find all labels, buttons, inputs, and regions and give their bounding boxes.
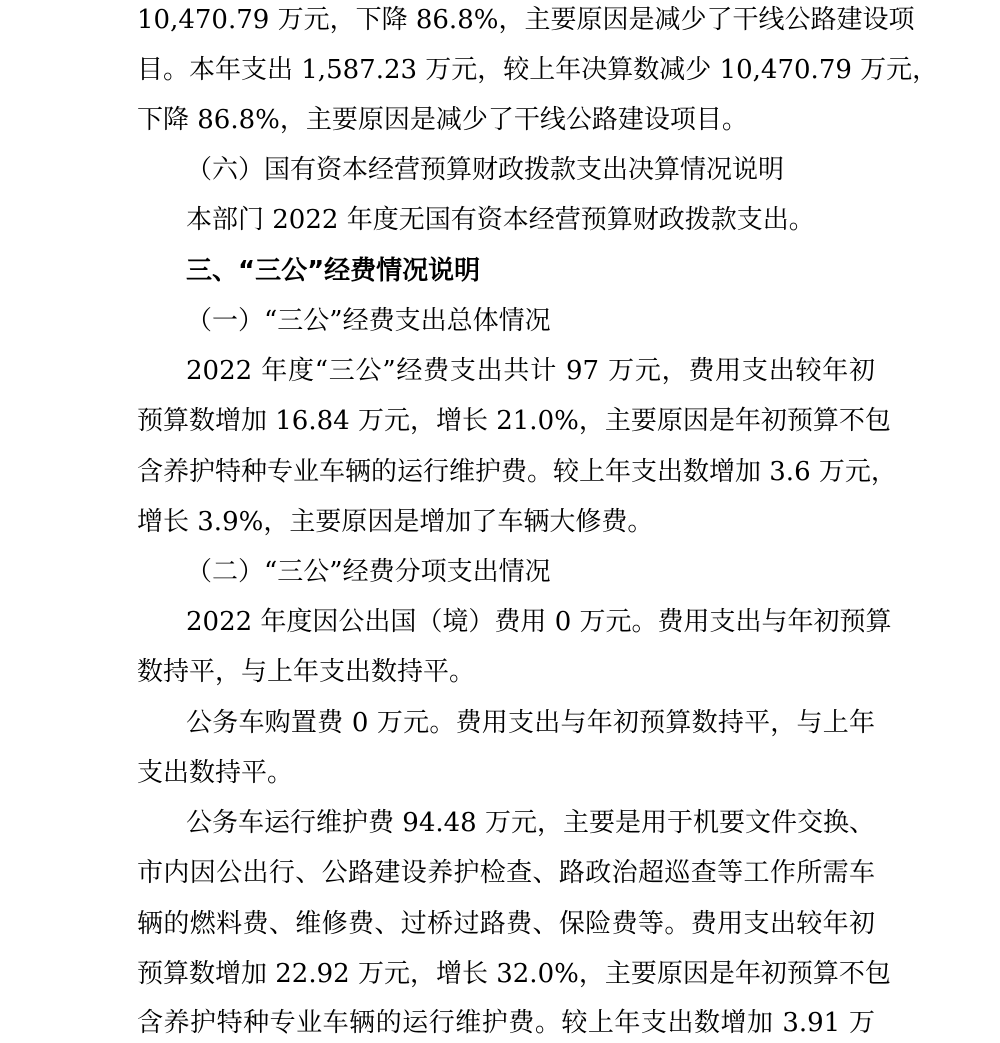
paragraph-line: 本部门 2022 年度无国有资本经营预算财政拨款支出。 bbox=[186, 205, 815, 235]
paragraph-line: 2022 年度因公出国（境）费用 0 万元。费用支出与年初预算 bbox=[186, 607, 892, 637]
paragraph-line: 预算数增加 22.92 万元，增长 32.0%，主要原因是年初预算不包 bbox=[137, 959, 891, 989]
paragraph-line: 辆的燃料费、维修费、过桥过路费、保险费等。费用支出较年初 bbox=[137, 909, 875, 939]
paragraph-line: 2022 年度“三公”经费支出共计 97 万元，费用支出较年初 bbox=[186, 356, 875, 386]
paragraph-line: 目。本年支出 1,587.23 万元，较上年决算数减少 10,470.79 万元， bbox=[137, 55, 939, 85]
paragraph-line: 10,470.79 万元，下降 86.8%，主要原因是减少了干线公路建设项 bbox=[137, 5, 915, 35]
paragraph-line: 增长 3.9%，主要原因是增加了车辆大修费。 bbox=[137, 507, 654, 537]
paragraph-line: 公务车购置费 0 万元。费用支出与年初预算数持平，与上年 bbox=[186, 708, 875, 738]
paragraph-line: 含养护特种专业车辆的运行维护费。较上年支出数增加 3.6 万元， bbox=[137, 457, 897, 487]
paragraph-line: 预算数增加 16.84 万元，增长 21.0%，主要原因是年初预算不包 bbox=[137, 406, 891, 436]
section-heading: （一）“三公”经费支出总体情况 bbox=[186, 306, 551, 336]
paragraph-line: 含养护特种专业车辆的运行维护费。较上年支出数增加 3.91 万 bbox=[137, 1008, 875, 1038]
paragraph-line: 下降 86.8%，主要原因是减少了干线公路建设项目。 bbox=[137, 105, 748, 135]
paragraph-line: 数持平，与上年支出数持平。 bbox=[137, 657, 476, 687]
paragraph-line: 公务车运行维护费 94.48 万元，主要是用于机要文件交换、 bbox=[186, 808, 875, 838]
section-heading: （二）“三公”经费分项支出情况 bbox=[186, 557, 551, 587]
section-heading: （六）国有资本经营预算财政拨款支出决算情况说明 bbox=[186, 155, 785, 185]
paragraph-line: 支出数持平。 bbox=[137, 758, 294, 788]
paragraph-line: 市内因公出行、公路建设养护检查、路政治超巡查等工作所需车 bbox=[137, 858, 875, 888]
section-heading-main: 三、“三公”经费情况说明 bbox=[186, 256, 481, 286]
